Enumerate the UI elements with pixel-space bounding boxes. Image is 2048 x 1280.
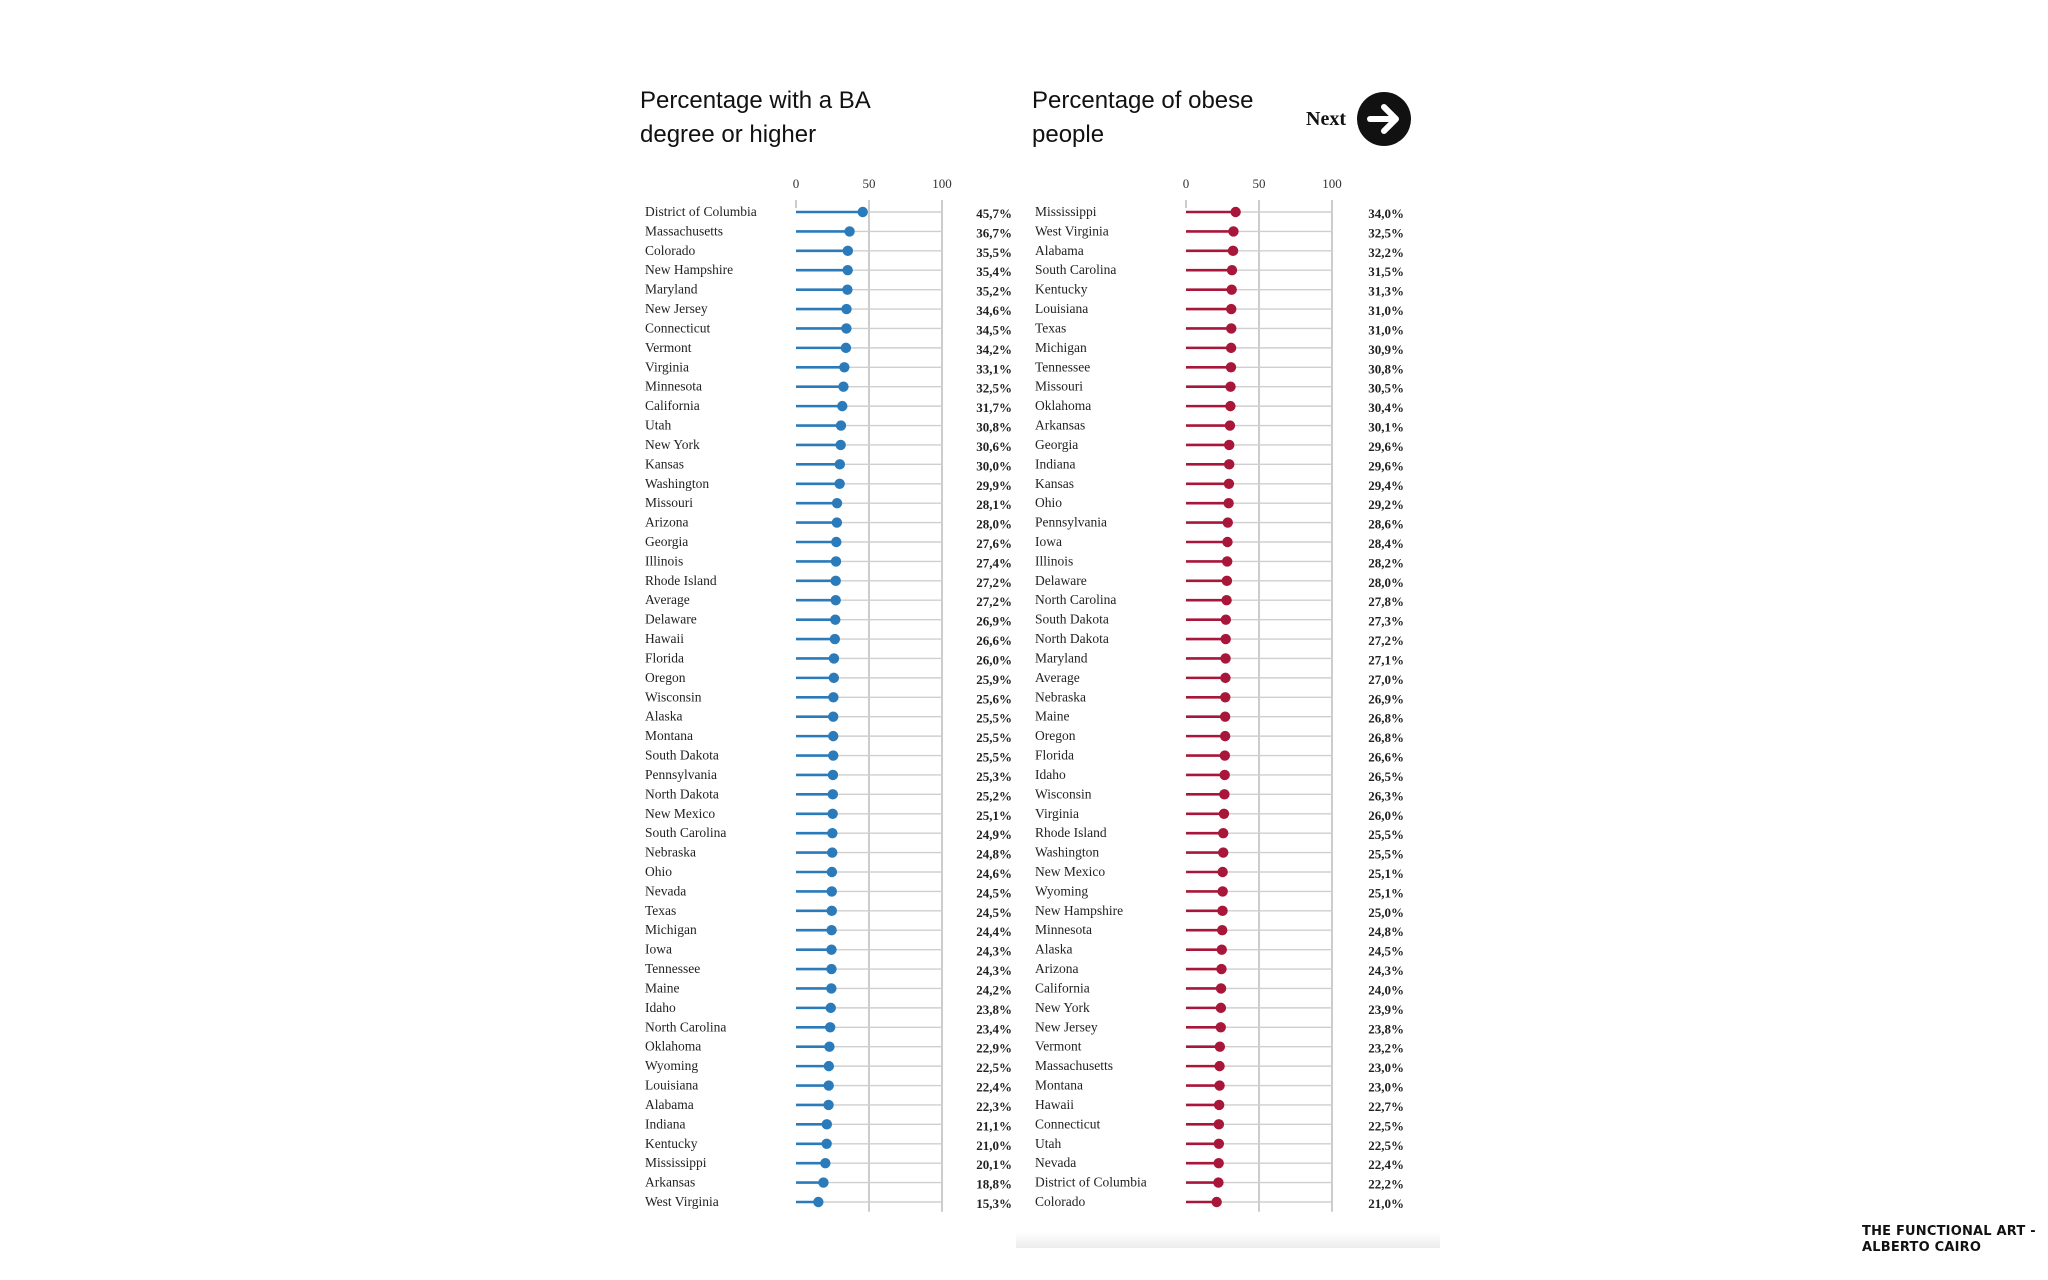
category-label: North Carolina — [645, 1019, 727, 1035]
value-label: 22,9% — [976, 1040, 1012, 1056]
category-label: Utah — [645, 417, 672, 433]
value-dot — [1220, 653, 1230, 663]
category-label: Hawaii — [1035, 1096, 1074, 1112]
value-label: 24,8% — [976, 846, 1012, 862]
category-label: Vermont — [645, 339, 692, 355]
value-dot — [1225, 401, 1235, 411]
value-label: 24,9% — [976, 827, 1012, 843]
category-label: Maine — [1035, 708, 1070, 724]
value-dot — [1214, 1080, 1224, 1090]
category-label: Utah — [1035, 1135, 1062, 1151]
category-label: Average — [1035, 669, 1080, 685]
value-label: 23,0% — [1368, 1079, 1404, 1095]
value-label: 26,0% — [1368, 807, 1404, 823]
value-label: 29,2% — [1368, 497, 1404, 513]
value-dot — [1211, 1197, 1221, 1207]
value-dot — [1220, 673, 1230, 683]
value-label: 34,2% — [976, 341, 1012, 357]
category-label: Massachusetts — [645, 223, 723, 239]
category-label: Nebraska — [1035, 689, 1086, 705]
value-dot — [1217, 944, 1227, 954]
value-dot — [1228, 226, 1238, 236]
value-label: 29,9% — [976, 477, 1012, 493]
value-label: 26,6% — [976, 633, 1012, 649]
category-label: Arizona — [1035, 961, 1079, 977]
value-label: 25,3% — [976, 768, 1012, 784]
category-label: Alabama — [1035, 242, 1084, 258]
value-label: 24,0% — [1368, 982, 1404, 998]
category-label: Colorado — [1035, 1194, 1086, 1209]
category-label: Wyoming — [645, 1058, 699, 1074]
value-dot — [1226, 304, 1236, 314]
category-label: Pennsylvania — [645, 766, 717, 782]
x-tick-label: 50 — [1252, 176, 1266, 191]
value-label: 30,4% — [1368, 400, 1404, 416]
value-dot — [1216, 1022, 1226, 1032]
value-label: 34,0% — [1368, 206, 1404, 221]
category-label: Kansas — [1035, 475, 1074, 491]
value-label: 26,9% — [1368, 691, 1404, 707]
value-label: 25,5% — [1368, 827, 1404, 843]
category-label: Wyoming — [1035, 883, 1089, 899]
category-label: Ohio — [645, 864, 672, 879]
category-label: Michigan — [645, 922, 697, 938]
value-label: 24,5% — [1368, 943, 1404, 959]
value-dot — [1215, 1042, 1225, 1052]
value-dot — [1214, 1100, 1224, 1110]
category-label: Delaware — [1035, 572, 1087, 588]
category-label: Florida — [1035, 747, 1074, 763]
value-label: 22,4% — [976, 1079, 1012, 1095]
value-label: 20,1% — [976, 1157, 1012, 1173]
value-label: 32,2% — [1368, 244, 1404, 260]
category-label: Rhode Island — [645, 572, 717, 588]
value-label: 25,5% — [976, 730, 1012, 746]
value-label: 33,1% — [976, 361, 1012, 377]
value-label: 35,5% — [976, 244, 1012, 260]
value-label: 22,5% — [1368, 1137, 1404, 1153]
value-label: 25,5% — [1368, 846, 1404, 862]
value-dot — [1221, 634, 1231, 644]
category-label: Indiana — [645, 1116, 686, 1132]
category-label: Kentucky — [1035, 281, 1088, 297]
category-label: Pennsylvania — [1035, 514, 1107, 530]
category-label: Colorado — [645, 242, 696, 258]
category-label: Missouri — [1035, 378, 1084, 394]
value-label: 24,5% — [976, 904, 1012, 920]
category-label: Texas — [645, 902, 677, 918]
value-dot — [1227, 265, 1237, 275]
value-label: 26,0% — [976, 652, 1012, 668]
value-dot — [1224, 479, 1234, 489]
value-label: 23,0% — [1368, 1060, 1404, 1076]
value-dot — [1221, 595, 1231, 605]
category-label: Oklahoma — [1035, 398, 1092, 414]
category-label: Maryland — [1035, 650, 1088, 666]
category-label: Delaware — [645, 611, 697, 627]
category-label: Indiana — [1035, 456, 1076, 472]
value-dot — [1220, 712, 1230, 722]
value-label: 25,1% — [976, 807, 1012, 823]
category-label: West Virginia — [1035, 223, 1109, 239]
value-label: 31,0% — [1368, 322, 1404, 338]
value-label: 21,1% — [976, 1118, 1012, 1134]
category-label: Washington — [645, 475, 710, 491]
category-label: Connecticut — [645, 320, 711, 336]
value-label: 26,8% — [1368, 730, 1404, 746]
value-label: 30,5% — [1368, 380, 1404, 396]
value-label: 24,4% — [976, 924, 1012, 940]
value-label: 24,3% — [976, 943, 1012, 959]
value-label: 27,0% — [1368, 671, 1404, 687]
category-label: Maryland — [645, 281, 698, 297]
category-label: District of Columbia — [1035, 1174, 1147, 1190]
category-label: Illinois — [1035, 553, 1074, 569]
value-dot — [1219, 809, 1229, 819]
value-label: 27,4% — [976, 555, 1012, 571]
value-dot — [1216, 1003, 1226, 1013]
category-label: Nevada — [1035, 1155, 1077, 1171]
value-dot — [1228, 246, 1238, 256]
category-label: Virginia — [645, 359, 689, 375]
category-label: Tennessee — [1035, 359, 1091, 375]
category-label: Iowa — [1035, 534, 1062, 549]
value-label: 27,2% — [976, 574, 1012, 590]
value-label: 25,0% — [1368, 904, 1404, 920]
category-label: New York — [1035, 999, 1090, 1015]
value-label: 22,2% — [1368, 1176, 1404, 1192]
value-label: 15,3% — [976, 1196, 1012, 1211]
category-label: Maine — [645, 980, 680, 996]
next-label: Next — [1306, 107, 1346, 130]
category-label: South Carolina — [645, 825, 727, 841]
credit-line-2: ALBERTO CAIRO — [1862, 1240, 1982, 1255]
value-label: 25,5% — [976, 749, 1012, 765]
value-label: 27,8% — [1368, 594, 1404, 610]
value-label: 32,5% — [1368, 225, 1404, 241]
category-label: New York — [645, 436, 700, 452]
value-label: 23,2% — [1368, 1040, 1404, 1056]
value-label: 28,1% — [976, 497, 1012, 513]
value-dot — [1218, 847, 1228, 857]
value-dot — [1220, 692, 1230, 702]
value-label: 30,8% — [1368, 361, 1404, 377]
value-label: 36,7% — [976, 225, 1012, 241]
category-label: New Jersey — [645, 301, 708, 317]
value-dot — [1224, 459, 1234, 469]
category-label: Idaho — [645, 999, 676, 1015]
x-tick-label: 0 — [792, 176, 800, 191]
value-label: 32,5% — [976, 380, 1012, 396]
category-label: Washington — [1035, 844, 1100, 860]
category-label: Louisiana — [1035, 301, 1089, 317]
value-dot — [1223, 517, 1233, 527]
value-label: 35,2% — [976, 283, 1012, 299]
category-label: Mississippi — [1035, 204, 1097, 219]
value-label: 26,6% — [1368, 749, 1404, 765]
value-label: 26,8% — [1368, 710, 1404, 726]
value-label: 25,1% — [1368, 866, 1404, 881]
value-label: 24,3% — [976, 963, 1012, 979]
category-label: South Dakota — [1035, 611, 1109, 627]
value-label: 28,6% — [1368, 516, 1404, 532]
value-label: 27,3% — [1368, 613, 1404, 629]
value-label: 25,5% — [976, 710, 1012, 726]
value-label: 35,4% — [976, 264, 1012, 280]
category-label: Iowa — [645, 941, 672, 957]
value-label: 25,1% — [1368, 885, 1404, 901]
category-label: Minnesota — [645, 378, 702, 394]
value-label: 34,6% — [976, 303, 1012, 319]
value-dot — [1216, 983, 1226, 993]
category-label: South Carolina — [1035, 262, 1117, 278]
value-label: 26,9% — [976, 613, 1012, 629]
value-dot — [1217, 886, 1227, 896]
value-label: 30,0% — [976, 458, 1012, 474]
value-label: 25,6% — [976, 691, 1012, 707]
value-dot — [1214, 1139, 1224, 1149]
value-label: 24,8% — [1368, 924, 1404, 940]
value-label: 30,6% — [976, 438, 1012, 454]
category-label: District of Columbia — [645, 204, 757, 219]
value-dot — [1226, 343, 1236, 353]
x-tick-label: 100 — [1322, 176, 1342, 191]
category-label: Montana — [645, 728, 693, 744]
value-label: 25,2% — [976, 788, 1012, 804]
category-label: Wisconsin — [1035, 786, 1092, 802]
category-label: New Hampshire — [645, 262, 734, 278]
category-label: Arizona — [645, 514, 689, 530]
category-label: California — [645, 398, 700, 414]
category-label: Montana — [1035, 1077, 1083, 1093]
category-label: Average — [645, 592, 690, 608]
value-dot — [1219, 789, 1229, 799]
value-label: 25,9% — [976, 671, 1012, 687]
value-dot — [1220, 750, 1230, 760]
category-label: Kentucky — [645, 1135, 698, 1151]
value-dot — [1222, 556, 1232, 566]
category-label: California — [1035, 980, 1090, 996]
value-label: 45,7% — [976, 206, 1012, 221]
value-label: 24,2% — [976, 982, 1012, 998]
value-label: 22,4% — [1368, 1157, 1404, 1173]
value-dot — [1230, 207, 1240, 217]
category-label: Hawaii — [645, 631, 684, 647]
credit — [1862, 1224, 2044, 1256]
category-label: Florida — [645, 650, 684, 666]
value-dot — [1222, 537, 1232, 547]
value-dot — [1226, 323, 1236, 333]
value-dot — [1226, 284, 1236, 294]
value-label: 31,3% — [1368, 283, 1404, 299]
value-dot — [1219, 770, 1229, 780]
category-label: Ohio — [1035, 495, 1062, 511]
value-label: 30,8% — [976, 419, 1012, 435]
category-label: Missouri — [645, 495, 694, 511]
x-tick-label: 50 — [862, 176, 876, 191]
category-label: Massachusetts — [1035, 1058, 1113, 1074]
value-dot — [1223, 498, 1233, 508]
value-label: 18,8% — [976, 1176, 1012, 1192]
category-label: North Dakota — [645, 786, 719, 802]
category-label: New Mexico — [1035, 864, 1106, 879]
value-label: 23,9% — [1368, 1001, 1404, 1017]
value-label: 27,1% — [1368, 652, 1404, 668]
category-label: Michigan — [1035, 339, 1087, 355]
value-dot — [1218, 828, 1228, 838]
value-dot — [1220, 731, 1230, 741]
category-label: New Hampshire — [1035, 902, 1124, 918]
category-label: Georgia — [645, 534, 689, 549]
category-label: New Mexico — [645, 805, 716, 821]
value-label: 29,6% — [1368, 438, 1404, 454]
value-dot — [1226, 362, 1236, 372]
category-label: Nevada — [645, 883, 687, 899]
value-dot — [1224, 440, 1234, 450]
value-label: 31,5% — [1368, 264, 1404, 280]
value-label: 22,5% — [976, 1060, 1012, 1076]
value-dot — [1214, 1119, 1224, 1129]
value-dot — [1225, 420, 1235, 430]
category-label: Mississippi — [645, 1155, 707, 1171]
value-label: 30,1% — [1368, 419, 1404, 435]
x-tick-label: 0 — [1182, 176, 1190, 191]
category-label: Illinois — [645, 553, 684, 569]
category-label: North Dakota — [1035, 631, 1109, 647]
value-label: 34,5% — [976, 322, 1012, 338]
value-label: 28,4% — [1368, 536, 1404, 551]
category-label: Vermont — [1035, 1038, 1082, 1054]
value-dot — [1214, 1158, 1224, 1168]
value-dot — [1213, 1177, 1223, 1187]
category-label: Kansas — [645, 456, 684, 472]
value-label: 24,5% — [976, 885, 1012, 901]
obese-chart-title: Percentage of obese people — [1032, 87, 1254, 148]
value-label: 27,6% — [976, 536, 1012, 551]
category-label: Texas — [1035, 320, 1067, 336]
value-label: 23,8% — [976, 1001, 1012, 1017]
category-label: West Virginia — [645, 1194, 719, 1209]
value-label: 28,0% — [1368, 574, 1404, 590]
value-dot — [1217, 867, 1227, 877]
category-label: Rhode Island — [1035, 825, 1107, 841]
value-label: 26,3% — [1368, 788, 1404, 804]
value-label: 29,6% — [1368, 458, 1404, 474]
value-label: 24,3% — [1368, 963, 1404, 979]
category-label: Arkansas — [645, 1174, 696, 1190]
value-label: 24,6% — [976, 866, 1012, 881]
category-label: Georgia — [1035, 436, 1079, 452]
category-label: Oklahoma — [645, 1038, 702, 1054]
category-label: Nebraska — [645, 844, 696, 860]
value-label: 28,0% — [976, 516, 1012, 532]
ba-chart-title: Percentage with a BA degree or higher — [640, 87, 870, 148]
value-dot — [1214, 1061, 1224, 1071]
category-label: Oregon — [1035, 728, 1076, 744]
value-dot — [1221, 614, 1231, 624]
value-dot — [1217, 906, 1227, 916]
value-label: 31,0% — [1368, 303, 1404, 319]
value-label: 27,2% — [976, 594, 1012, 610]
category-label: North Carolina — [1035, 592, 1117, 608]
category-label: Virginia — [1035, 805, 1079, 821]
value-dot — [1225, 382, 1235, 392]
value-label: 26,5% — [1368, 768, 1404, 784]
value-label: 22,3% — [976, 1098, 1012, 1114]
category-label: Idaho — [1035, 766, 1066, 782]
credit-line-1: THE FUNCTIONAL ART - — [1862, 1224, 2036, 1239]
category-label: Alaska — [1035, 941, 1073, 957]
category-label: New Jersey — [1035, 1019, 1098, 1035]
category-label: Oregon — [645, 669, 686, 685]
value-label: 21,0% — [1368, 1196, 1404, 1211]
value-label: 27,2% — [1368, 633, 1404, 649]
value-label: 21,0% — [976, 1137, 1012, 1153]
category-label: Tennessee — [645, 961, 701, 977]
value-label: 22,7% — [1368, 1098, 1404, 1114]
value-dot — [1216, 964, 1226, 974]
x-tick-label: 100 — [932, 176, 952, 191]
value-label: 22,5% — [1368, 1118, 1404, 1134]
value-dot — [1217, 925, 1227, 935]
category-label: Alabama — [645, 1096, 694, 1112]
category-label: Louisiana — [645, 1077, 699, 1093]
value-label: 23,4% — [976, 1021, 1012, 1037]
category-label: Wisconsin — [645, 689, 702, 705]
value-label: 30,9% — [1368, 341, 1404, 357]
category-label: Connecticut — [1035, 1116, 1101, 1132]
value-label: 29,4% — [1368, 477, 1404, 493]
value-dot — [1222, 576, 1232, 586]
category-label: Minnesota — [1035, 922, 1092, 938]
category-label: South Dakota — [645, 747, 719, 763]
category-label: Arkansas — [1035, 417, 1086, 433]
value-label: 31,7% — [976, 400, 1012, 416]
value-label: 23,8% — [1368, 1021, 1404, 1037]
value-label: 28,2% — [1368, 555, 1404, 571]
category-label: Alaska — [645, 708, 683, 724]
